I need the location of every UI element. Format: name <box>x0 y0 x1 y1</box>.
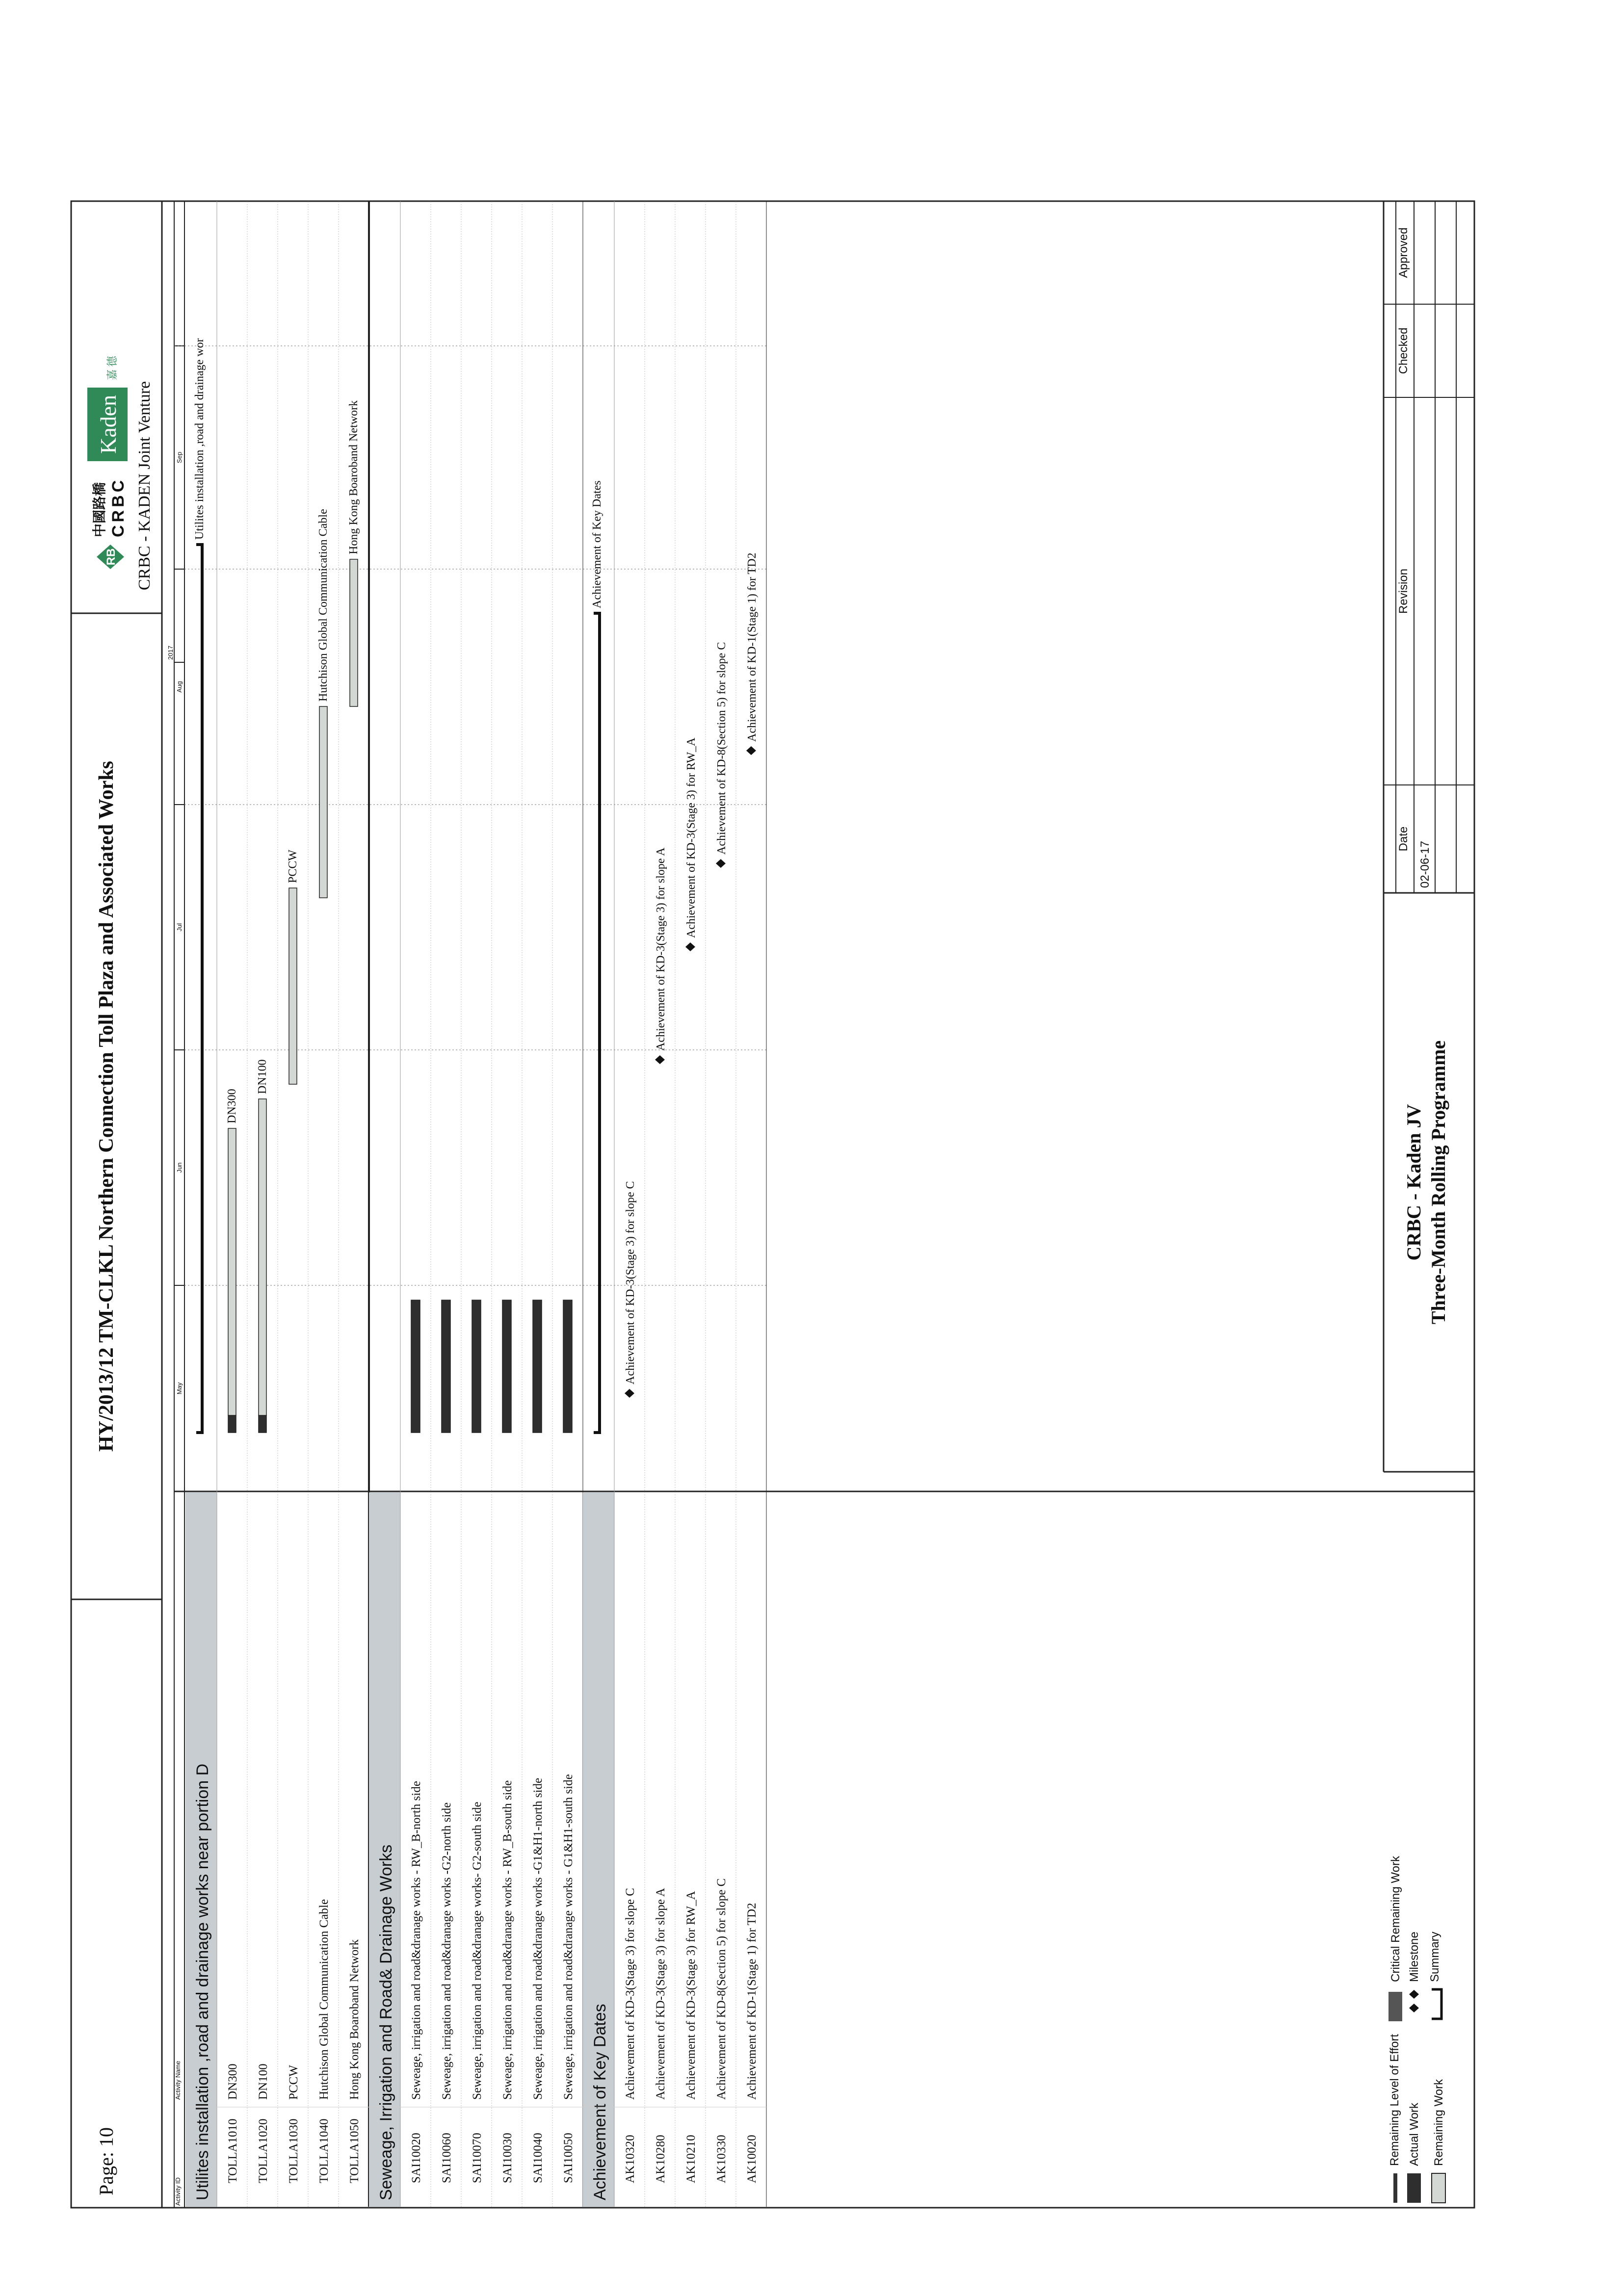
legend-milestone: Milestone <box>1408 1931 1421 1982</box>
actual-work-bar <box>502 1300 511 1433</box>
month-header: Sep <box>176 451 183 464</box>
activity-name: Seweage, irrigation and road&dranage works - RW_B-north side <box>410 1781 423 2100</box>
footer-line-2: Three-Month Rolling Programme <box>1427 1040 1449 1325</box>
revision-checked-header: Checked <box>1397 327 1410 374</box>
logo-badge-text: RB <box>105 548 118 566</box>
activity-id: SAI10020 <box>410 2133 423 2183</box>
activity-name: PCCW <box>287 2065 300 2100</box>
revision-revision-header: Revision <box>1397 568 1410 614</box>
activity-name: Seweage, irrigation and road&dranage works - G1&H1-south side <box>562 1774 575 2100</box>
activity-name-header: Activity Name <box>174 2061 182 2100</box>
activity-name: Seweage, irrigation and road&dranage works- G2-south side <box>471 1801 484 2100</box>
activity-name: Seweage, irrigation and road&dranage works -G1&H1-north side <box>531 1777 545 2100</box>
activity-id: TOLLA1040 <box>317 2118 331 2183</box>
logo-crbc-text: CRBC <box>109 477 128 537</box>
logo-kaden-chinese: 嘉 德 <box>106 356 118 380</box>
activity-id: SAI10070 <box>471 2133 484 2183</box>
remaining-work-bar <box>350 559 358 706</box>
remaining-work-bar <box>228 1128 236 1415</box>
activity-name: Achievement of KD-3(Stage 3) for slope C <box>624 1888 637 2100</box>
legend-summary: Summary <box>1428 1931 1441 1982</box>
activity-id: AK10330 <box>715 2135 728 2183</box>
actual-work-bar <box>533 1300 542 1433</box>
month-header: Jun <box>176 1162 183 1173</box>
actual-work-bar <box>259 1415 266 1433</box>
activity-name: Hong Kong Boaroband Network <box>348 1939 361 2100</box>
company-name: CRBC - KADEN Joint Venture <box>135 381 154 591</box>
group-title: Achievement of Key Dates <box>591 2004 609 2200</box>
activity-id: TOLLA1010 <box>226 2118 239 2183</box>
legend-remaining-work-swatch <box>1432 2173 1445 2203</box>
activity-id: SAI10040 <box>531 2133 545 2183</box>
actual-work-bar <box>442 1300 450 1433</box>
group-title: Seweage, Irrigation and Road& Drainage Works <box>377 1844 395 2200</box>
milestone-label: Achievement of KD-3(Stage 3) for slope A <box>655 847 667 1051</box>
activity-id: SAI10030 <box>501 2133 514 2183</box>
actual-work-bar <box>563 1300 572 1433</box>
activity-name: Achievement of KD-8(Section 5) for slope C <box>715 1878 728 2100</box>
month-header: May <box>176 1382 183 1395</box>
activity-id: TOLLA1020 <box>257 2118 270 2183</box>
month-header: Jul <box>176 923 183 932</box>
milestone-label: Achievement of KD-8(Section 5) for slope C <box>715 642 728 855</box>
group-bar-label: Utilites installation ,road and drainage wor <box>193 338 206 540</box>
activity-id: AK10020 <box>745 2135 759 2183</box>
logo-kaden-text: Kaden <box>96 394 121 454</box>
activity-name: DN100 <box>257 2063 270 2100</box>
activity-name: Seweage, irrigation and road&dranage works - RW_B-south side <box>501 1780 514 2100</box>
revision-approved-header: Approved <box>1397 227 1410 278</box>
group-bar-label: Achievement of Key Dates <box>591 480 603 608</box>
footer-line-1: CRBC - Kaden JV <box>1403 1104 1425 1261</box>
remaining-work-bar <box>319 706 327 898</box>
month-header: Aug <box>176 681 183 693</box>
activity-name: Hutchison Global Communication Cable <box>317 1899 331 2100</box>
activity-id: TOLLA1030 <box>287 2118 300 2183</box>
activity-name: DN300 <box>226 2063 239 2100</box>
milestone-label: Achievement of KD-3(Stage 3) for RW_A <box>685 737 698 938</box>
bar-label: DN100 <box>256 1059 269 1094</box>
legend-actual-work-swatch <box>1407 2173 1421 2203</box>
legend-actual-work: Actual Work <box>1408 2103 1421 2166</box>
legend-critical-remaining: Critical Remaining Work <box>1389 1856 1402 1982</box>
bar-label: Hong Kong Boaroband Network <box>347 400 360 554</box>
group-title: Utilites installation ,road and drainage works near portion D <box>193 1763 212 2200</box>
logo-chinese-text: 中國路橋 <box>92 482 107 537</box>
activity-id-header: Activity ID <box>174 2177 182 2206</box>
legend-remaining-work: Remaining Work <box>1432 2079 1445 2166</box>
revision-date-value: 02-06-17 <box>1418 840 1432 888</box>
activity-id: SAI10050 <box>562 2133 575 2183</box>
legend-level-of-effort-swatch <box>1393 2173 1397 2203</box>
activity-id: AK10210 <box>684 2135 698 2183</box>
actual-work-bar <box>411 1300 420 1433</box>
project-title: HY/2013/12 TM-CLKL Northern Connection Toll Plaza and Associated Works <box>95 761 118 1452</box>
activity-name: Achievement of KD-1(Stage 1) for TD2 <box>745 1903 759 2100</box>
legend-critical-swatch <box>1388 1992 1402 2021</box>
activity-name: Seweage, irrigation and road&dranage works -G2-north side <box>440 1802 453 2100</box>
remaining-work-bar <box>289 888 297 1084</box>
timescale-year: 2017 <box>167 646 174 660</box>
actual-work-bar <box>228 1415 236 1433</box>
activity-id: TOLLA1050 <box>348 2118 361 2183</box>
activity-name: Achievement of KD-3(Stage 3) for slope A <box>654 1888 667 2100</box>
bar-label: Hutchison Global Communication Cable <box>317 509 330 702</box>
bar-label: DN300 <box>226 1089 238 1123</box>
activity-name: Achievement of KD-3(Stage 3) for RW_A <box>684 1891 698 2100</box>
activity-id: SAI10060 <box>440 2133 453 2183</box>
page-label: Page: 10 <box>95 2127 117 2195</box>
activity-id: AK10320 <box>624 2135 637 2183</box>
milestone-label: Achievement of KD-3(Stage 3) for slope C <box>624 1181 637 1384</box>
remaining-work-bar <box>259 1099 266 1415</box>
legend-level-of-effort: Remaining Level of Effort <box>1388 2034 1401 2166</box>
milestone-label: Achievement of KD-1(Stage 1) for TD2 <box>746 552 759 742</box>
activity-id: AK10280 <box>654 2135 667 2183</box>
bar-label: PCCW <box>287 849 299 883</box>
actual-work-bar <box>472 1300 481 1433</box>
revision-date-header: Date <box>1397 826 1410 852</box>
